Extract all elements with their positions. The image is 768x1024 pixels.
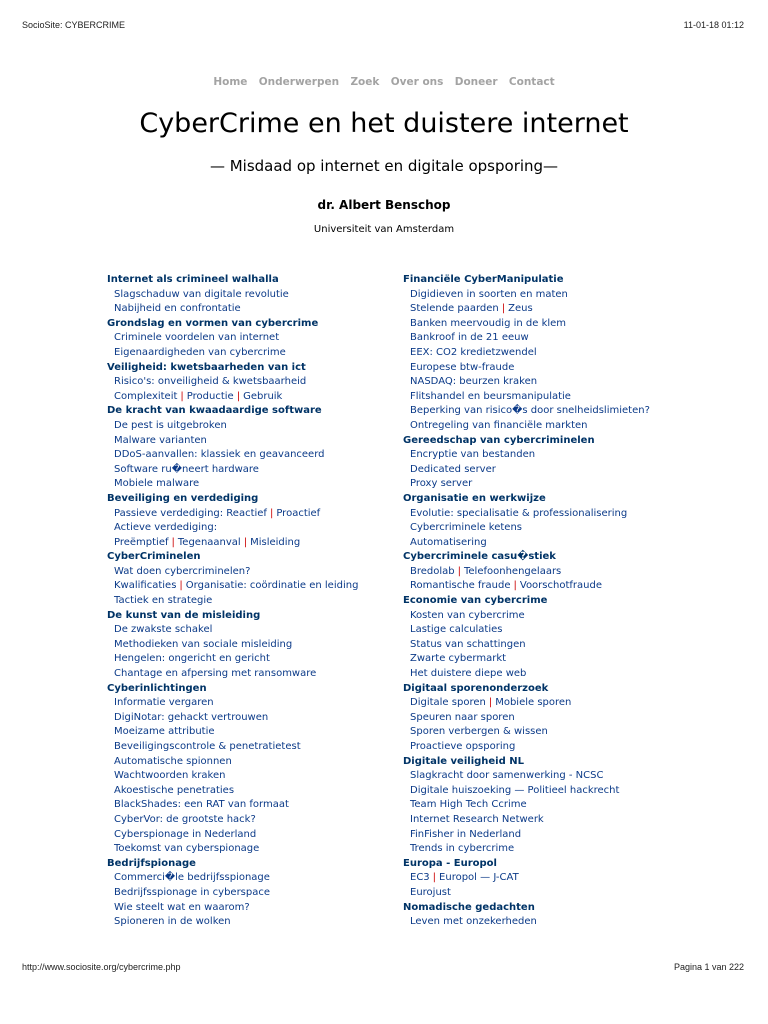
toc-item-row: [107, 302, 397, 317]
toc-item-row: [107, 288, 397, 303]
toc-item-link[interactable]: Speuren naar sporen: [410, 711, 515, 723]
toc-item-row: [107, 638, 397, 653]
toc-section: [107, 609, 397, 682]
link-separator: |: [180, 390, 184, 402]
toc-section: [403, 857, 693, 901]
toc-item-link[interactable]: Organisatie: coördinatie en leiding: [185, 580, 359, 592]
toc-item-link[interactable]: Tactiek en strategie: [114, 595, 213, 607]
toc-item-link[interactable]: Dedicated server: [410, 463, 496, 475]
toc-item-row: [107, 565, 397, 580]
toc-item-row: [403, 390, 693, 405]
toc-item-row: [403, 579, 693, 594]
toc-item-link[interactable]: Telefoonhengelaars: [464, 565, 562, 577]
toc-item-row: [107, 901, 397, 916]
toc-item-link[interactable]: Romantische fraude: [410, 580, 511, 592]
toc-section-title-link[interactable]: Nomadische gedachten: [403, 901, 535, 913]
toc-item-link[interactable]: Cybercriminele ketens: [410, 522, 523, 534]
toc-section: [403, 434, 693, 492]
toc-item-row: [403, 828, 693, 843]
toc-item-row: [107, 346, 397, 361]
toc-section: [403, 901, 693, 930]
toc-section-title-link[interactable]: CyberCriminelen: [107, 551, 201, 563]
toc-item-link[interactable]: Automatisering: [410, 536, 487, 548]
toc-item-row: [403, 288, 693, 303]
toc-item-link[interactable]: Wie steelt wat en waarom?: [114, 901, 250, 913]
toc-item-link[interactable]: Automatische spionnen: [114, 755, 232, 767]
toc-item-link[interactable]: Proactief: [276, 507, 321, 519]
toc-item-link[interactable]: Slagkracht door samenwerking - NCSC: [410, 770, 604, 782]
toc-item-row: [107, 769, 397, 784]
nav-home-link[interactable]: Home: [213, 76, 248, 88]
toc-item-row: [107, 448, 397, 463]
toc-item-link[interactable]: Digitale sporen: [410, 697, 486, 709]
toc-item-row: [107, 463, 397, 478]
toc-item-link[interactable]: Digitale huiszoeking — Politieel hackrecht: [410, 784, 620, 796]
link-separator: |: [501, 303, 506, 315]
toc-section: [107, 273, 397, 317]
toc-item-row: [403, 623, 693, 638]
toc-item-link[interactable]: Flitshandel en beursmanipulatie: [410, 390, 571, 402]
toc-item-link[interactable]: Malware varianten: [114, 434, 207, 446]
toc-item-row: [403, 842, 693, 857]
toc-item-link[interactable]: Informatie vergaren: [114, 697, 214, 709]
toc-item-link[interactable]: Risico's: onveiligheid & kwetsbaarheid: [114, 376, 307, 388]
toc-item-row: [107, 434, 397, 449]
toc-item-link[interactable]: Eurojust: [410, 886, 451, 898]
toc-item-row: [403, 871, 693, 886]
toc-item-link[interactable]: Zeus: [508, 303, 533, 315]
toc-item-link[interactable]: Encryptie van bestanden: [410, 449, 536, 461]
toc-item-row: [403, 667, 693, 682]
toc-item-link[interactable]: Europese btw-fraude: [410, 361, 515, 373]
link-separator: |: [513, 580, 517, 592]
toc-item-row: [107, 842, 397, 857]
toc-item-row: [107, 507, 397, 522]
toc-item-row: [403, 375, 693, 390]
toc-item-link[interactable]: Digidieven in soorten en maten: [410, 288, 568, 300]
toc-item-link[interactable]: Banken meervoudig in de klem: [410, 317, 567, 329]
toc-section: [107, 857, 397, 930]
toc-section-title-link[interactable]: Economie van cybercrime: [403, 595, 548, 607]
toc-item-link[interactable]: Actieve verdediging:: [114, 522, 218, 534]
toc-section-title-link[interactable]: Organisatie en werkwijze: [403, 492, 546, 504]
toc-left-column: [107, 273, 397, 930]
author-affiliation: Universiteit van Amsterdam: [313, 224, 455, 235]
toc-item-link[interactable]: DigiNotar: gehackt vertrouwen: [114, 711, 269, 723]
toc-section-title-link[interactable]: Beveiliging en verdediging: [107, 492, 259, 504]
toc-section: [107, 404, 397, 492]
nav-over-ons-link[interactable]: Over ons: [390, 76, 444, 88]
nav-onderwerpen-link[interactable]: Onderwerpen: [258, 76, 340, 88]
link-separator: |: [171, 536, 175, 548]
print-header-title: SocioSite: CYBERCRIME: [22, 20, 126, 30]
nav-zoek-link[interactable]: Zoek: [350, 76, 380, 88]
toc-item-row: [403, 448, 693, 463]
toc-item-link[interactable]: Criminele voordelen van internet: [114, 332, 280, 344]
toc-item-link[interactable]: Wat doen cybercriminelen?: [114, 565, 251, 577]
page-subtitle: — Misdaad op internet en digitale opsporing—: [209, 157, 559, 175]
toc-item-row: [403, 915, 693, 930]
toc-item-link[interactable]: Productie: [186, 390, 234, 402]
toc-section-title-link[interactable]: Europa - Europol: [403, 857, 497, 869]
toc-item-row: [107, 755, 397, 770]
toc-item-link[interactable]: Hengelen: ongericht en gericht: [114, 653, 270, 665]
toc-item-row: [107, 477, 397, 492]
toc-item-row: [107, 521, 397, 536]
toc-item-row: [107, 813, 397, 828]
toc-item-row: [107, 711, 397, 726]
page-title: CyberCrime en het duistere internet: [139, 108, 629, 139]
toc-item-link[interactable]: Mobiele malware: [114, 478, 200, 490]
toc-section-title-link[interactable]: Internet als crimineel walhalla: [107, 274, 279, 285]
toc-item-row: [107, 667, 397, 682]
link-separator: |: [179, 580, 183, 592]
toc-section-title-link[interactable]: Bedrijfspionage: [107, 857, 196, 869]
toc-item-row: [107, 886, 397, 901]
toc-item-link[interactable]: Passieve verdediging: Reactief: [114, 507, 267, 519]
toc-item-row: [403, 886, 693, 901]
toc-item-row: [403, 725, 693, 740]
toc-item-row: [107, 375, 397, 390]
toc-item-link[interactable]: Wachtwoorden kraken: [114, 770, 226, 782]
toc-item-link[interactable]: De pest is uitgebroken: [114, 419, 227, 431]
toc-item-row: [403, 813, 693, 828]
toc-item-link[interactable]: Tegenaanval: [177, 536, 241, 548]
toc-item-link[interactable]: FinFisher in Nederland: [410, 828, 522, 840]
toc-right-column: [403, 273, 693, 930]
toc-item-row: [403, 317, 693, 332]
toc-section-title-link[interactable]: Digitale veiligheid NL: [403, 755, 524, 767]
toc-item-row: [107, 579, 397, 594]
toc-item-row: [107, 798, 397, 813]
print-footer: [22, 962, 744, 972]
toc-item-link[interactable]: Evolutie: specialisatie & professionalisering: [410, 507, 628, 519]
toc-section: [403, 492, 693, 550]
toc-item-link[interactable]: Lastige calculaties: [410, 624, 503, 636]
toc-item-row: [403, 609, 693, 624]
toc-section: [403, 594, 693, 682]
toc-section: [403, 755, 693, 857]
toc-item-link[interactable]: Eigenaardigheden van cybercrime: [114, 346, 286, 358]
toc-item-row: [107, 623, 397, 638]
toc-item-link[interactable]: Beveiligingscontrole & penetratietest: [114, 741, 301, 752]
nav-doneer-link[interactable]: Doneer: [454, 76, 498, 88]
toc-item-row: [403, 711, 693, 726]
print-footer-page: Pagina 1 van 222: [673, 962, 744, 972]
toc-item-link[interactable]: Stelende paarden: [410, 303, 499, 315]
toc-item-row: [403, 346, 693, 361]
toc-section-title-link[interactable]: Cyberinlichtingen: [107, 682, 207, 694]
toc-item-row: [403, 521, 693, 536]
toc-item-link[interactable]: Gebruik: [243, 390, 283, 402]
toc-item-link[interactable]: Ontregeling van financiële markten: [410, 419, 588, 431]
toc-item-row: [107, 725, 397, 740]
toc-item-row: [403, 361, 693, 376]
toc-item-link[interactable]: BlackShades: een RAT van formaat: [114, 799, 289, 811]
link-separator: |: [488, 697, 493, 709]
toc-item-row: [107, 536, 397, 551]
toc-item-link[interactable]: Spioneren in de wolken: [114, 916, 231, 928]
toc-item-link[interactable]: Misleiding: [250, 536, 301, 548]
toc-section-title-link[interactable]: De kracht van kwaadaardige software: [107, 405, 322, 417]
toc-item-row: [403, 477, 693, 492]
toc-item-link[interactable]: Mobiele sporen: [495, 697, 572, 709]
toc-item-link[interactable]: Proactieve opsporing: [410, 741, 516, 752]
toc-item-row: [403, 769, 693, 784]
toc-item-row: [403, 302, 693, 317]
toc-item-row: [107, 696, 397, 711]
toc-section-title-link[interactable]: Cybercriminele casu�stiek: [403, 551, 556, 563]
toc-item-link[interactable]: Moeizame attributie: [114, 726, 215, 738]
toc-section-title-link[interactable]: Veiligheid: kwetsbaarheden van ict: [107, 361, 306, 373]
toc-item-link[interactable]: Cyberspionage in Nederland: [114, 828, 257, 840]
toc-item-link[interactable]: Sporen verbergen & wissen: [410, 726, 548, 738]
toc-section-title-link[interactable]: De kunst van de misleiding: [107, 609, 261, 621]
toc-item-link[interactable]: Chantage en afpersing met ransomware: [114, 668, 317, 680]
toc-item-link[interactable]: Status van schattingen: [410, 638, 526, 650]
toc-item-link[interactable]: Kwalificaties: [114, 580, 177, 592]
toc-item-link[interactable]: Europol — J-CAT: [439, 872, 519, 884]
toc-section-title-link[interactable]: Grondslag en vormen van cybercrime: [107, 317, 319, 329]
toc-item-link[interactable]: Commerci�le bedrijfsspionage: [114, 872, 270, 884]
link-separator: |: [432, 872, 437, 884]
toc-item-link[interactable]: Beperking van risico�s door snelheidslimieten?: [410, 405, 650, 417]
toc-item-link[interactable]: Trends in cybercrime: [410, 843, 515, 855]
toc-item-row: [403, 565, 693, 580]
toc-item-link[interactable]: Methodieken van sociale misleiding: [114, 638, 293, 650]
link-separator: |: [236, 390, 241, 402]
toc-item-link[interactable]: Toekomst van cyberspionage: [114, 843, 260, 855]
toc-section: [107, 317, 397, 361]
toc-item-row: [403, 404, 693, 419]
toc-item-row: [403, 331, 693, 346]
toc-item-row: [107, 915, 397, 930]
toc-item-link[interactable]: Proxy server: [410, 478, 473, 490]
toc-section: [107, 550, 397, 608]
toc-item-row: [403, 798, 693, 813]
toc-item-link[interactable]: NASDAQ: beurzen kraken: [410, 376, 538, 388]
toc-item-row: [107, 828, 397, 843]
print-header: [22, 20, 744, 30]
toc-item-row: [403, 507, 693, 522]
toc-item-link[interactable]: Akoestische penetraties: [114, 784, 235, 796]
toc-item-row: [403, 463, 693, 478]
toc-item-row: [403, 696, 693, 711]
print-header-datetime: 11-01-18 01:12: [683, 20, 744, 30]
toc-item-row: [107, 652, 397, 667]
toc-section: [403, 273, 693, 434]
link-separator: |: [457, 565, 461, 577]
toc-item-row: [403, 419, 693, 434]
print-footer-url: http://www.sociosite.org/cybercrime.php: [22, 962, 181, 972]
toc-section-title-link[interactable]: Digitaal sporenonderzoek: [403, 682, 549, 694]
toc-item-link[interactable]: Internet Research Netwerk: [410, 813, 544, 825]
link-separator: |: [269, 507, 274, 519]
toc-item-link[interactable]: Nabijheid en confrontatie: [114, 303, 241, 315]
toc-item-link[interactable]: DDoS-aanvallen: klassiek en geavanceerd: [114, 449, 325, 461]
toc-item-link[interactable]: Kosten van cybercrime: [410, 609, 525, 621]
toc-item-link[interactable]: Slagschaduw van digitale revolutie: [114, 288, 289, 300]
toc-item-link[interactable]: Bankroof in de 21 eeuw: [410, 332, 529, 344]
toc-section: [107, 361, 397, 405]
toc-section: [403, 682, 693, 755]
toc-item-link[interactable]: Preëmptief: [114, 536, 169, 548]
author-name: dr. Albert Benschop: [317, 198, 451, 212]
toc-item-link[interactable]: De zwakste schakel: [114, 624, 213, 636]
toc-item-row: [403, 740, 693, 755]
top-navigation: [0, 76, 768, 88]
toc-item-link[interactable]: EC3: [410, 872, 430, 884]
toc-item-row: [107, 331, 397, 346]
toc-item-link[interactable]: Leven met onzekerheden: [410, 916, 537, 928]
toc-section: [107, 682, 397, 857]
link-separator: |: [243, 536, 248, 548]
toc-item-row: [107, 419, 397, 434]
nav-contact-link[interactable]: Contact: [508, 76, 555, 88]
toc-item-row: [403, 784, 693, 799]
toc-item-link[interactable]: Software ru�neert hardware: [114, 463, 259, 475]
toc-item-link[interactable]: Bedrijfsspionage in cyberspace: [114, 886, 271, 898]
toc-item-row: [107, 740, 397, 755]
toc-item-link[interactable]: Zwarte cybermarkt: [410, 653, 507, 665]
toc-item-row: [107, 871, 397, 886]
toc-item-row: [107, 594, 397, 609]
toc-section-title-link[interactable]: Gereedschap van cybercriminelen: [403, 434, 595, 446]
toc-item-link[interactable]: Team High Tech Ccrime: [410, 799, 527, 811]
toc-item-row: [107, 390, 397, 405]
toc-item-link[interactable]: Het duistere diepe web: [410, 668, 527, 680]
toc-section: [107, 492, 397, 550]
toc-item-link[interactable]: EEX: CO2 kredietzwendel: [410, 346, 537, 358]
toc-item-link[interactable]: Complexiteit: [114, 390, 178, 402]
toc-item-row: [403, 638, 693, 653]
toc-item-link[interactable]: Bredolab: [410, 565, 455, 577]
toc-section-title-link[interactable]: Financiële CyberManipulatie: [403, 274, 564, 285]
toc-item-row: [403, 652, 693, 667]
toc-item-link[interactable]: CyberVor: de grootste hack?: [114, 813, 256, 825]
toc-section: [403, 550, 693, 594]
toc-item-row: [403, 536, 693, 551]
toc-item-link[interactable]: Voorschotfraude: [519, 580, 602, 592]
toc-item-row: [107, 784, 397, 799]
